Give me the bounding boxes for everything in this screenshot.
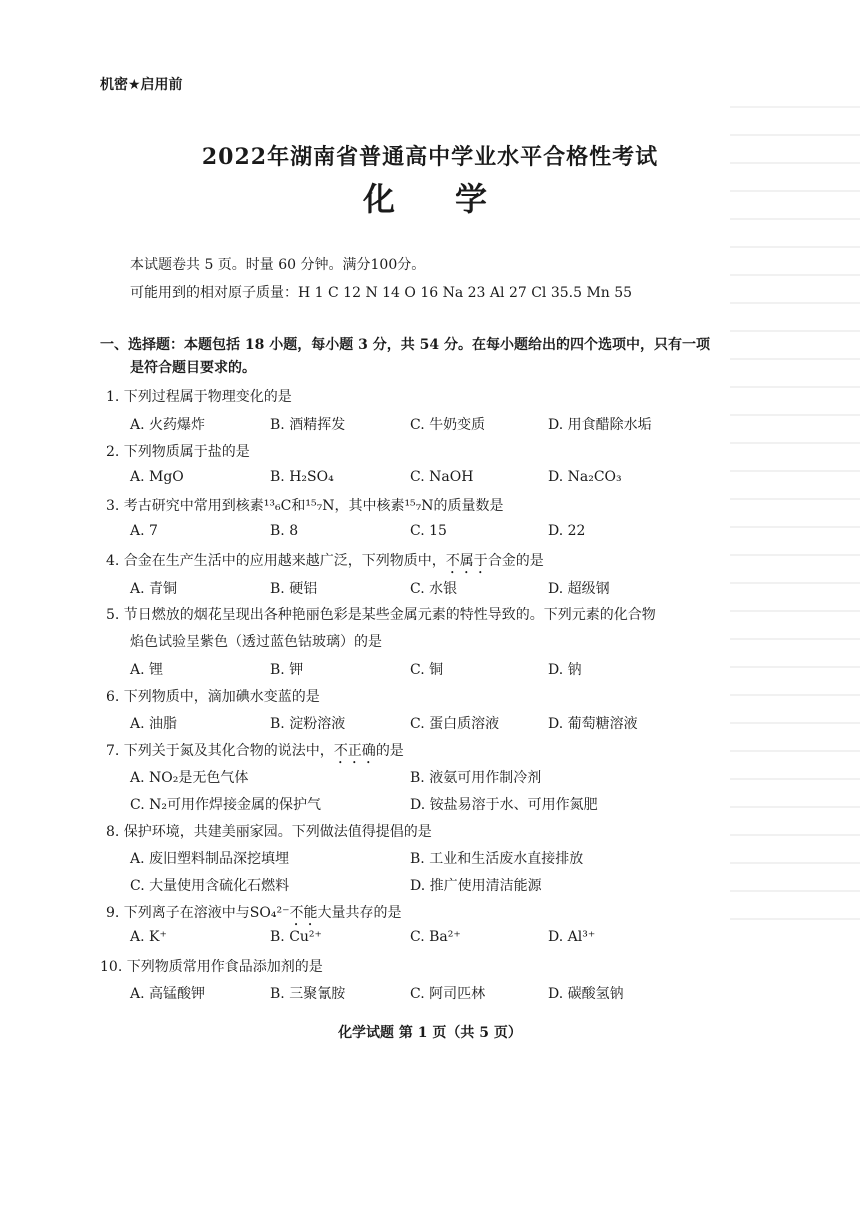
question-5-stem-cont: 焰色试验呈紫色（透过蓝色钴玻璃）的是 bbox=[130, 634, 382, 650]
question-8-option-c: C. 大量使用含硫化石燃料 bbox=[130, 878, 290, 894]
question-7-option-c: C. N₂可用作焊接金属的保护气 bbox=[130, 797, 321, 813]
question-9-option-d: D. Al³⁺ bbox=[548, 929, 596, 945]
emphasis-text: 不属于 bbox=[445, 553, 488, 569]
question-10-option-a: A. 高锰酸钾 bbox=[130, 986, 206, 1002]
question-6-stem: 6. 下列物质中，滴加碘水变蓝的是 bbox=[106, 689, 320, 705]
atomic-mass-line: 可能用到的相对原子质量：H 1 C 12 N 14 O 16 Na 23 Al 27 Cl 35.5 Mn 55 bbox=[130, 285, 633, 301]
section-heading-cont: 是符合题目要求的。 bbox=[130, 360, 256, 376]
section-heading: 一、选择题：本题包括 18 小题，每小题 3 分，共 54 分。在每小题给出的四个选项中，只有一项 bbox=[100, 337, 710, 353]
question-7-option-d: D. 铵盐易溶于水、可用作氮肥 bbox=[410, 797, 598, 813]
question-8-option-a: A. 废旧塑料制品深挖填埋 bbox=[130, 851, 290, 867]
question-1-stem: 1. 下列过程属于物理变化的是 bbox=[106, 389, 292, 405]
question-10-option-b: B. 三聚氰胺 bbox=[270, 986, 346, 1002]
question-1-option-a: A. 火药爆炸 bbox=[130, 417, 206, 433]
question-1-option-b: B. 酒精挥发 bbox=[270, 417, 346, 433]
question-3-option-a: A. 7 bbox=[130, 523, 158, 539]
question-2-option-d: D. Na₂CO₃ bbox=[548, 469, 622, 485]
question-10-stem: 10. 下列物质常用作食品添加剂的是 bbox=[100, 959, 323, 975]
question-4-option-a: A. 青铜 bbox=[130, 581, 178, 597]
question-9-stem: 9. 下列离子在溶液中与SO₄²⁻不能大量共存的是 bbox=[106, 905, 402, 921]
emphasis-text: 不能 bbox=[289, 905, 318, 921]
question-3-stem: 3. 考古研究中常用到核素¹³₆C和¹⁵₇N，其中核素¹⁵₇N的质量数是 bbox=[106, 498, 504, 514]
exam-info-line: 本试题卷共 5 页。时量 60 分钟。满分100分。 bbox=[130, 257, 426, 273]
question-1-option-d: D. 用食醋除水垢 bbox=[548, 417, 652, 433]
question-4-stem: 4. 合金在生产生活中的应用越来越广泛，下列物质中，不属于合金的是 bbox=[106, 553, 544, 569]
question-3-option-c: C. 15 bbox=[410, 523, 447, 539]
question-5-option-a: A. 锂 bbox=[130, 662, 164, 678]
question-6-option-c: C. 蛋白质溶液 bbox=[410, 716, 500, 732]
question-9-option-c: C. Ba²⁺ bbox=[410, 929, 461, 945]
question-5-option-c: C. 铜 bbox=[410, 662, 444, 678]
question-2-option-c: C. NaOH bbox=[410, 469, 474, 485]
question-6-option-d: D. 葡萄糖溶液 bbox=[548, 716, 638, 732]
question-5-option-d: D. 钠 bbox=[548, 662, 582, 678]
question-2-stem: 2. 下列物质属于盐的是 bbox=[106, 444, 250, 460]
question-4-option-b: B. 硬铝 bbox=[270, 581, 318, 597]
question-8-option-d: D. 推广使用清洁能源 bbox=[410, 878, 542, 894]
question-2-option-b: B. H₂SO₄ bbox=[270, 469, 334, 485]
question-9-option-b: B. Cu²⁺ bbox=[270, 929, 322, 945]
question-10-option-c: C. 阿司匹林 bbox=[410, 986, 486, 1002]
question-8-option-b: B. 工业和生活废水直接排放 bbox=[410, 851, 584, 867]
question-1-option-c: C. 牛奶变质 bbox=[410, 417, 486, 433]
question-3-option-d: D. 22 bbox=[548, 523, 586, 539]
question-5-stem: 5. 节日燃放的烟花呈现出各种艳丽色彩是某些金属元素的特性导致的。下列元素的化合物 bbox=[106, 607, 656, 623]
question-7-option-b: B. 液氨可用作制冷剂 bbox=[410, 770, 542, 786]
subject-title: 化学 bbox=[362, 180, 547, 218]
emphasis-text: 不正确 bbox=[333, 743, 376, 759]
question-6-option-b: B. 淀粉溶液 bbox=[270, 716, 346, 732]
question-2-option-a: A. MgO bbox=[130, 469, 184, 485]
question-7-option-a: A. NO₂是无色气体 bbox=[130, 770, 249, 786]
confidential-label: 机密★启用前 bbox=[100, 77, 183, 93]
question-3-option-b: B. 8 bbox=[270, 523, 299, 539]
question-6-option-a: A. 油脂 bbox=[130, 716, 178, 732]
exam-title: 2022年湖南省普通高中学业水平合格性考试 bbox=[201, 144, 659, 170]
question-7-stem: 7. 下列关于氮及其化合物的说法中，不正确的是 bbox=[106, 743, 404, 759]
question-9-option-a: A. K⁺ bbox=[130, 929, 167, 945]
question-5-option-b: B. 钾 bbox=[270, 662, 304, 678]
question-8-stem: 8. 保护环境，共建美丽家园。下列做法值得提倡的是 bbox=[106, 824, 432, 840]
question-4-option-d: D. 超级钢 bbox=[548, 581, 610, 597]
question-10-option-d: D. 碳酸氢钠 bbox=[548, 986, 624, 1002]
question-4-option-c: C. 水银 bbox=[410, 581, 458, 597]
page-footer: 化学试题 第 1 页（共 5 页） bbox=[338, 1025, 522, 1041]
bleed-through-shadow bbox=[700, 80, 860, 1020]
